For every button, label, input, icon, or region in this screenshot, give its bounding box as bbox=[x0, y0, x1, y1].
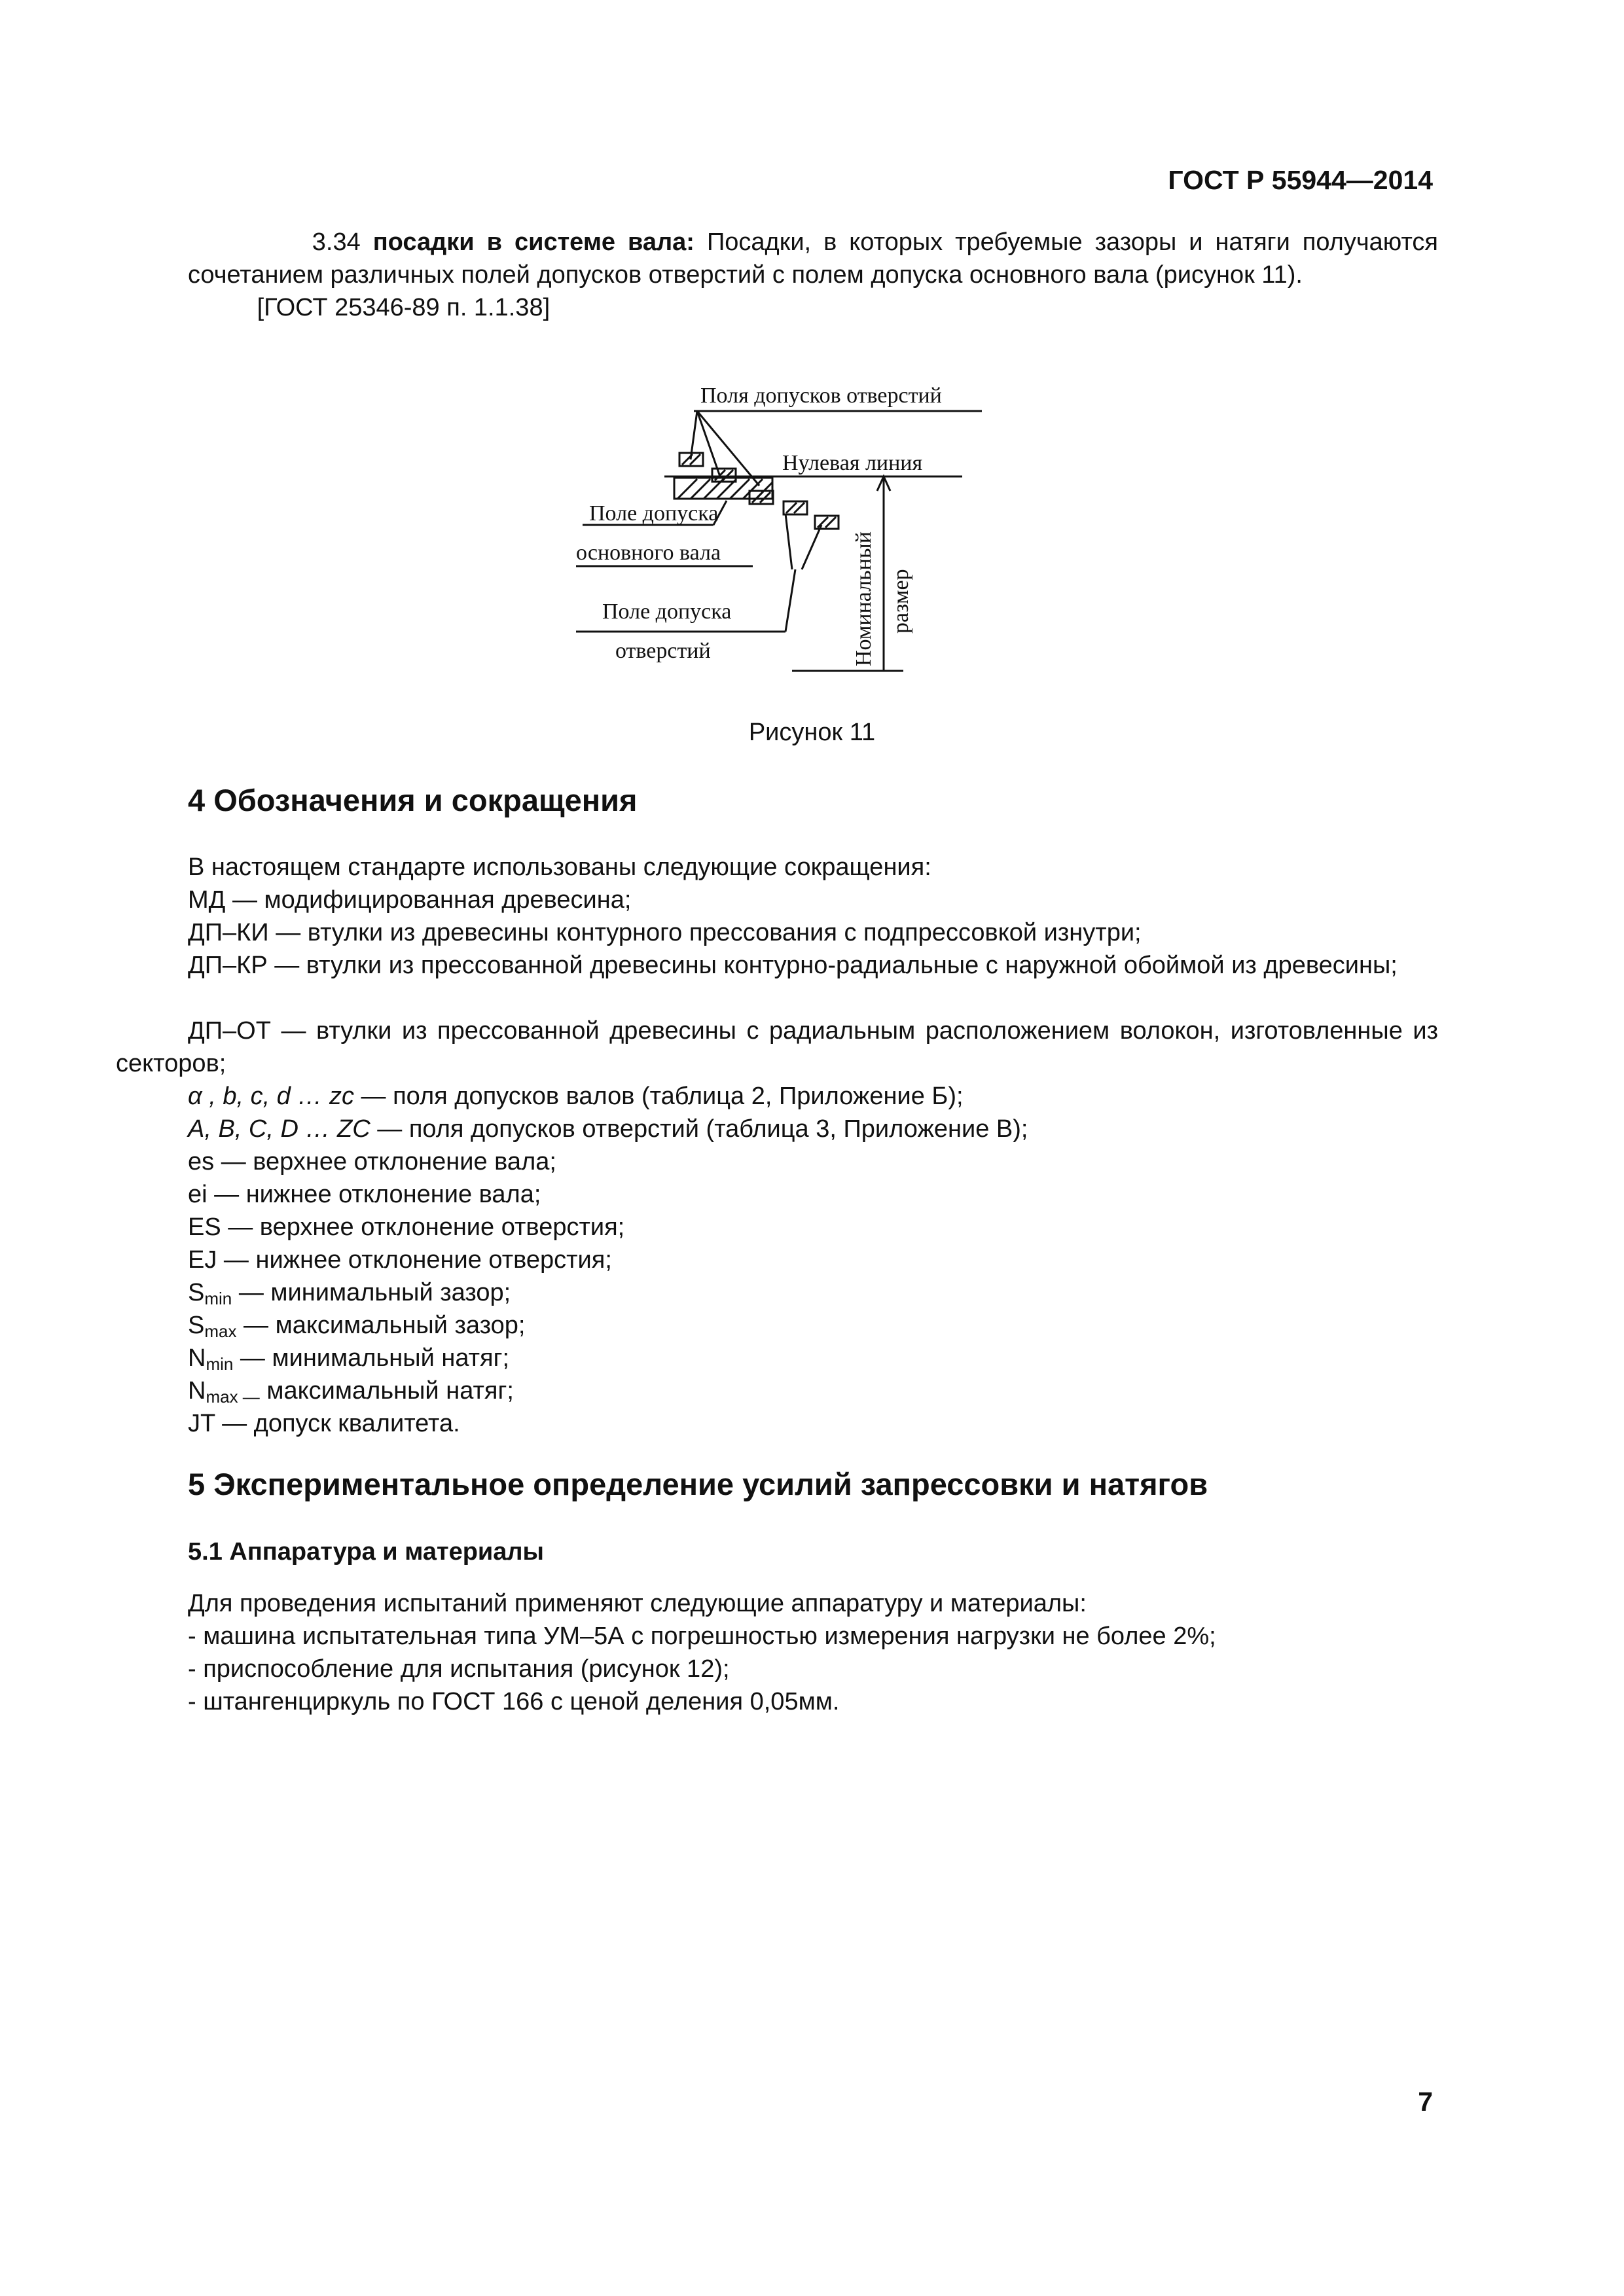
abbrev-shaft-fields: α , b, c, d … zc — поля допусков валов (таблица 2, Приложение Б); bbox=[188, 1083, 964, 1110]
section-5-1-title: 5.1 Аппаратура и материалы bbox=[188, 1538, 545, 1566]
abbrev-es: es — верхнее отклонение вала; bbox=[188, 1148, 556, 1175]
abbrev-nmax: $N_{max —}$ максимальный натяг; bbox=[188, 1377, 514, 1407]
section-5-intro: Для проведения испытаний применяют следующие аппаратуру и материалы: bbox=[188, 1590, 1087, 1617]
clause-term: посадки в системе вала: bbox=[372, 228, 695, 256]
figure-caption: Рисунок 11 bbox=[748, 719, 876, 746]
label-shaft-field-1: Поле допуска bbox=[589, 501, 719, 526]
abbrev-dp-ki: ДП–КИ — втулки из древесины контурного прессования с подпрессовкой изнутри; bbox=[188, 919, 1142, 946]
label-hole-field-2: отверстий bbox=[615, 639, 711, 663]
clause-3-34 bbox=[188, 226, 1438, 291]
abbrev-nmin: $N_{min}$ — минимальный натяг; bbox=[188, 1344, 510, 1374]
equipment-item-1: - машина испытательная типа УМ–5А с погрешностью измерения нагрузки не более 2%; bbox=[188, 1623, 1216, 1650]
equipment-item-3: - штангенциркуль по ГОСТ 166 с ценой деления 0,05мм. bbox=[188, 1688, 840, 1715]
label-shaft-field-2: основного вала bbox=[576, 541, 721, 565]
label-hole-field-1: Поле допуска bbox=[602, 600, 732, 624]
abbrev-hole-fields: A, B, C, D … ZC — поля допусков отверстий (таблица 3, Приложение В); bbox=[188, 1115, 1028, 1143]
abbrev-EJ: EJ — нижнее отклонение отверстия; bbox=[188, 1246, 612, 1274]
abbrev-smin: $S_{min}$ — минимальный зазор; bbox=[188, 1279, 511, 1308]
document-code: ГОСТ Р 55944—2014 bbox=[1168, 165, 1433, 195]
label-holes-fields: Поля допусков отверстий bbox=[700, 384, 942, 408]
label-nominal-1: Номинальный bbox=[852, 531, 876, 666]
equipment-item-2: - приспособление для испытания (рисунок 12); bbox=[188, 1655, 730, 1683]
section-4-intro: В настоящем стандарте использованы следующие сокращения: bbox=[188, 853, 931, 881]
abbrev-dp-ot: ДП–ОТ — втулки из прессованной древесины с радиальным расположением волокон, изготовленные из секторов; bbox=[116, 1017, 1438, 1077]
abbrev-jt: JT — допуск квалитета. bbox=[188, 1410, 460, 1437]
abbrev-md: МД — модифицированная древесина; bbox=[188, 886, 632, 914]
section-5-title: 5 Экспериментальное определение усилий запрессовки и натягов bbox=[188, 1467, 1208, 1501]
clause-definition: Посадки, в которых требуемые зазоры и натяги получаются сочетанием различных полей допусков отверстий с полем допуска основного вала (рисунок 11). bbox=[188, 228, 1438, 289]
clause-number: 3.34 bbox=[312, 228, 361, 256]
page-number: 7 bbox=[1418, 2087, 1433, 2117]
abbrev-ei: ei — нижнее отклонение вала; bbox=[188, 1181, 541, 1208]
abbrev-dp-kr: ДП–КР — втулки из прессованной древесины контурно-радиальные с наружной обоймой из древесины; bbox=[188, 952, 1398, 979]
figure-11-diagram bbox=[563, 373, 1021, 674]
section-4-title: 4 Обозначения и сокращения bbox=[188, 783, 638, 817]
label-nominal-2: размер bbox=[889, 569, 913, 634]
label-zero-line: Нулевая линия bbox=[782, 451, 923, 475]
abbrev-ES: ES — верхнее отклонение отверстия; bbox=[188, 1213, 625, 1241]
clause-reference: [ГОСТ 25346-89 п. 1.1.38] bbox=[257, 294, 550, 321]
abbrev-smax: $S_{max}$ — максимальный зазор; bbox=[188, 1312, 526, 1341]
